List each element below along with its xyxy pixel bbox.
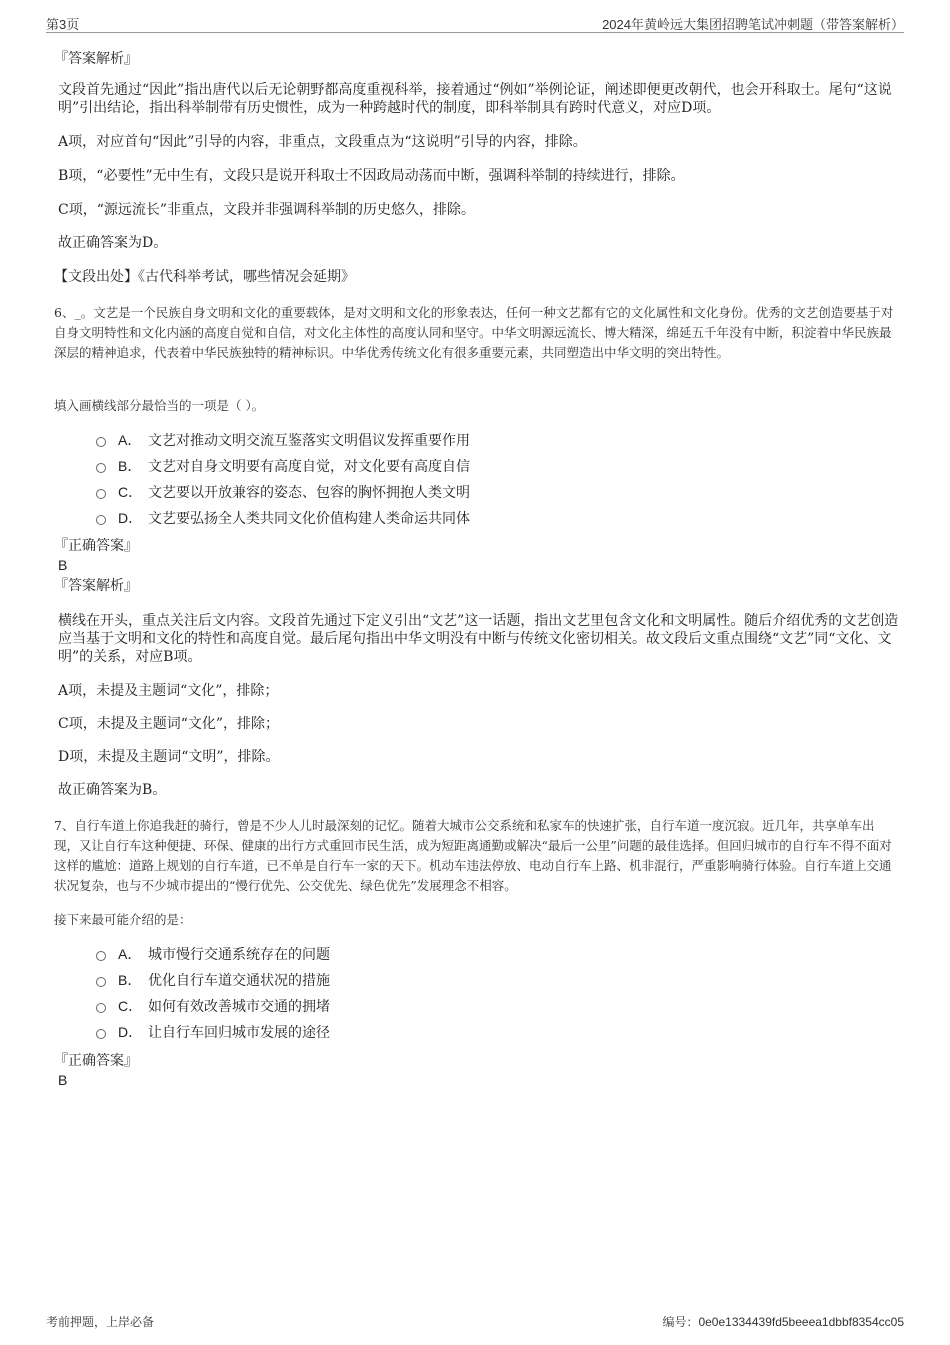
- q7-prompt: 接下来最可能介绍的是：: [54, 912, 192, 927]
- radio-button-icon[interactable]: [96, 489, 106, 499]
- option-text: 文艺要弘扬全人类共同文化价值构建人类命运共同体: [148, 511, 470, 527]
- q6-option-d-explanation: D项，未提及主题词“文明”，排除。: [58, 749, 280, 765]
- q7-option-b[interactable]: B． 优化自行车道交通状况的措施: [96, 970, 330, 990]
- q6-option-a[interactable]: A． 文艺对推动文明交流互鉴落实文明倡议发挥重要作用: [96, 430, 470, 450]
- q5-option-c-explanation: C项，“源远流长”非重点，文段并非强调科举制的历史悠久，排除。: [58, 202, 476, 218]
- q7-option-a[interactable]: A． 城市慢行交通系统存在的问题: [96, 944, 330, 964]
- q6-correct-header: 『正确答案』: [54, 538, 138, 554]
- q6-prompt: 填入画横线部分最恰当的一项是（ ）。: [54, 398, 265, 413]
- footer-slogan: 考前押题，上岸必备: [46, 1315, 155, 1329]
- q5-option-b-explanation: B项，“必要性”无中生有，文段只是说开科取士不因政局动荡而中断，强调科举制的持续进行，排除。: [58, 168, 685, 184]
- q6-option-a-explanation: A项，未提及主题词“文化”，排除；: [58, 683, 279, 699]
- q7-answer: B: [58, 1072, 68, 1088]
- radio-button-icon[interactable]: [96, 463, 106, 473]
- option-text: 让自行车回归城市发展的途径: [148, 1025, 330, 1041]
- q7-correct-header: 『正确答案』: [54, 1053, 138, 1069]
- q5-analysis-header: 『答案解析』: [54, 51, 138, 67]
- q6-conclusion: 故正确答案为B。: [58, 782, 167, 798]
- q5-option-a-explanation: A项，对应首句“因此”引导的内容，非重点，文段重点为“这说明”引导的内容，排除。: [58, 134, 587, 150]
- page-number: 第3页: [46, 17, 80, 32]
- q7-stem: 7、自行车道上你追我赶的骑行，曾是不少人儿时最深刻的记忆。随着大城市公交系统和私家车的快速扩张，自行车道一度沉寂。近几年，共享单车出现，又让自行车这种便捷、环保、健康的出行方式重回市民生活，成为短距离通勤或解决“最后一公里”问题的最佳选择。但回归城市的自行车不得不面对这样的尴尬：道路上规划的自行车道，已不单是自行车一家的天下。机动车违法停放、电动自行车上路、机非混行，严重影响骑行体验。自行车道上交通状况复杂，也与不少城市提出的“慢行优先、公交优先、绿色优先”发展理念不相容。: [54, 818, 892, 893]
- q5-source: 【文段出处】《古代科举考试，哪些情况会延期》: [54, 269, 355, 285]
- q7-option-c[interactable]: C． 如何有效改善城市交通的拥堵: [96, 996, 330, 1016]
- radio-button-icon[interactable]: [96, 515, 106, 525]
- q6-option-d[interactable]: D． 文艺要弘扬全人类共同文化价值构建人类命运共同体: [96, 508, 470, 528]
- radio-button-icon[interactable]: [96, 437, 106, 447]
- radio-button-icon[interactable]: [96, 951, 106, 961]
- radio-button-icon[interactable]: [96, 977, 106, 987]
- radio-button-icon[interactable]: [96, 1029, 106, 1039]
- q6-analysis-paragraph: 横线在开头，重点关注后文内容。文段首先通过下定义引出“文艺”这一话题，指出文艺里包含文化和文明属性。随后介绍优秀的文艺创造应当基于文明和文化的特性和高度自觉。最后尾句指出中华文明没有中断与传统文化密切相关。故文段后文重点围绕“文艺”同“文化、文明”的关系，对应B项。: [58, 613, 899, 665]
- q6-analysis-header: 『答案解析』: [54, 578, 138, 594]
- option-text: 文艺对推动文明交流互鉴落实文明倡议发挥重要作用: [148, 433, 470, 449]
- radio-button-icon[interactable]: [96, 1003, 106, 1013]
- option-text: 文艺要以开放兼容的姿态、包容的胸怀拥抱人类文明: [148, 485, 470, 501]
- document-code: 编号：0e0e1334439fd5beeea1dbbf8354cc05: [662, 1315, 904, 1329]
- q6-option-c-explanation: C项，未提及主题词“文化”，排除；: [58, 716, 280, 732]
- page-header: [46, 14, 904, 33]
- document-title: 2024年黄岭远大集团招聘笔试冲刺题（带答案解析）: [602, 17, 904, 32]
- option-text: 文艺对自身文明要有高度自觉，对文化要有高度自信: [148, 459, 470, 475]
- option-text: 城市慢行交通系统存在的问题: [148, 947, 330, 963]
- q5-analysis-paragraph: 文段首先通过“因此”指出唐代以后无论朝野都高度重视科举，接着通过“例如”举例论证，阐述即便更改朝代，也会开科取士。尾句“这说明”引出结论，指出科举制带有历史惯性，成为一种跨越时代的制度，即科举制具有跨时代意义，对应D项。: [58, 82, 892, 116]
- q6-stem: 6、_。文艺是一个民族自身文明和文化的重要载体，是对文明和文化的形象表达，任何一种文艺都有它的文化属性和文化身份。优秀的文艺创造要基于对自身文明特性和文化内涵的高度自觉和自信，对文化主体性的高度认同和坚守。中华文明源远流长、博大精深，绵延五千年没有中断，积淀着中华民族最深层的精神追求，代表着中华民族独特的精神标识。中华优秀传统文化有很多重要元素，共同塑造出中华文明的突出特性。: [54, 305, 894, 360]
- q5-conclusion: 故正确答案为D。: [58, 235, 168, 251]
- option-text: 如何有效改善城市交通的拥堵: [148, 999, 330, 1015]
- q6-answer: B: [58, 557, 68, 573]
- q7-option-d[interactable]: D． 让自行车回归城市发展的途径: [96, 1022, 330, 1042]
- option-text: 优化自行车道交通状况的措施: [148, 973, 330, 989]
- q6-option-c[interactable]: C． 文艺要以开放兼容的姿态、包容的胸怀拥抱人类文明: [96, 482, 470, 502]
- q6-option-b[interactable]: B． 文艺对自身文明要有高度自觉，对文化要有高度自信: [96, 456, 470, 476]
